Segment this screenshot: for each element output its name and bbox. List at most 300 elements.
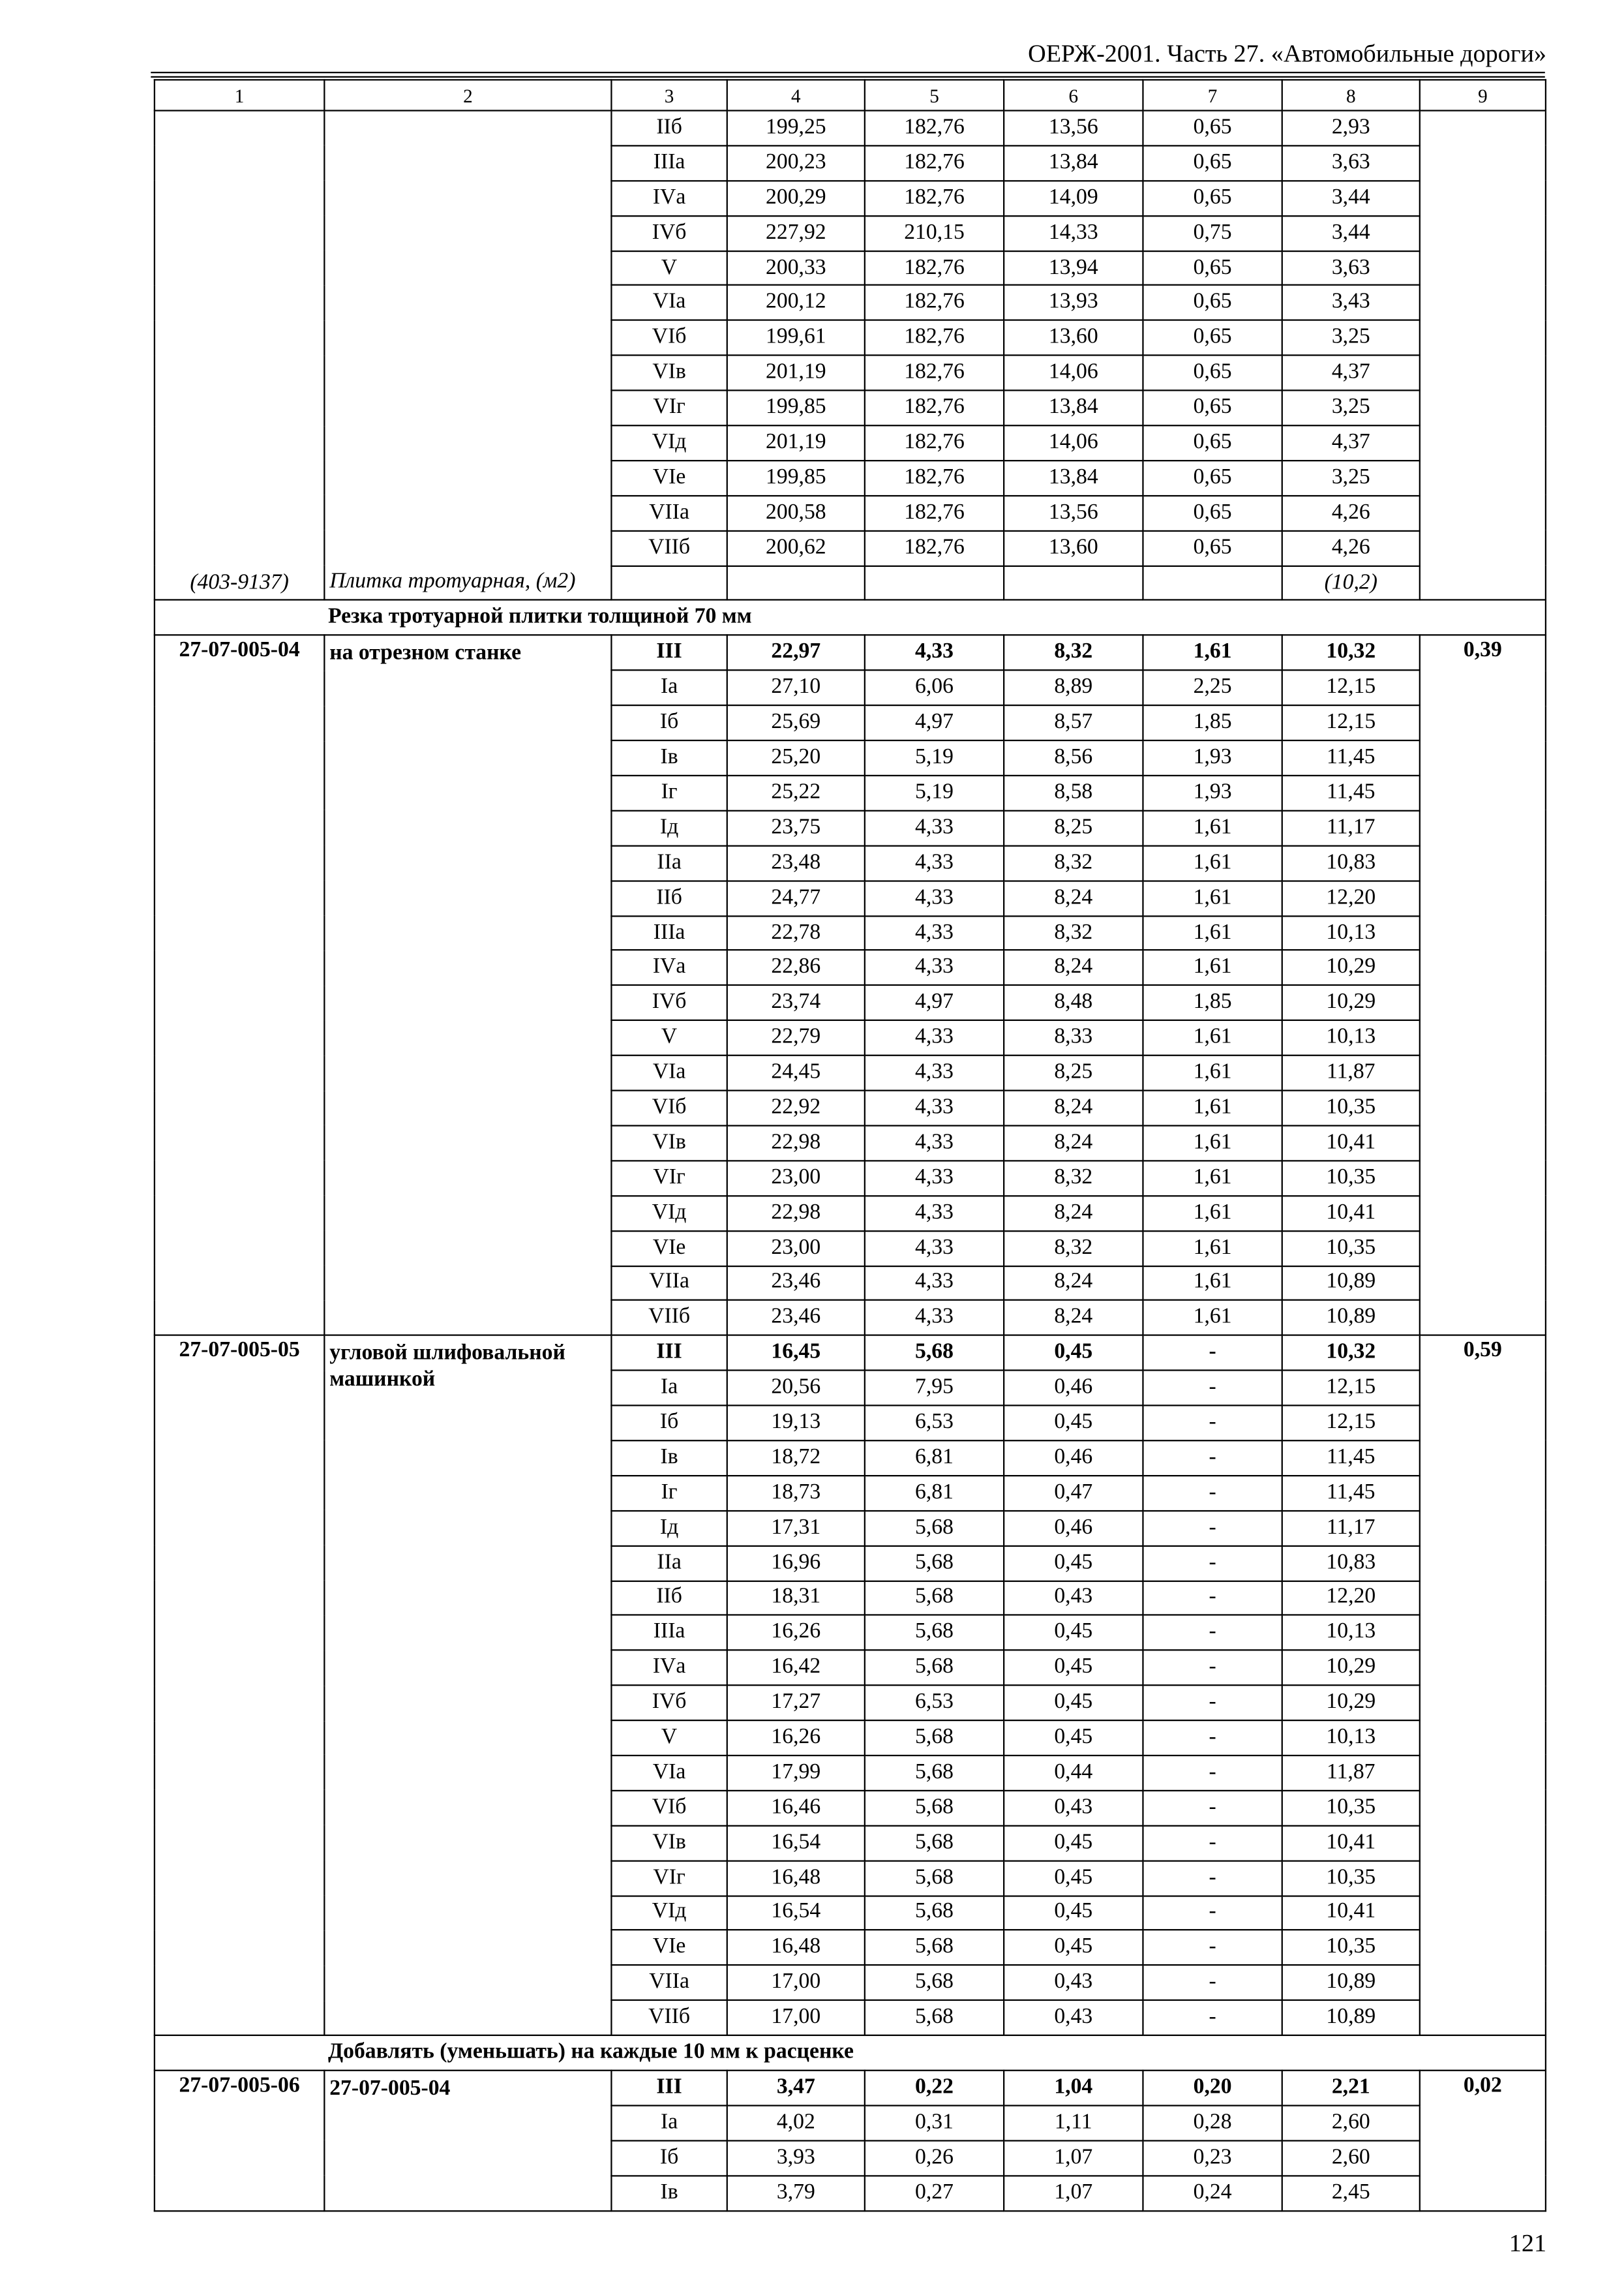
- value-cell: 8,25: [1004, 811, 1143, 846]
- value-cell: 16,45: [727, 1335, 865, 1371]
- value-cell: 8,57: [1004, 706, 1143, 741]
- zone-cell: VIе: [611, 1230, 727, 1266]
- zone-cell: IVа: [611, 950, 727, 986]
- value-cell: 10,35: [1282, 1861, 1420, 1896]
- zone-cell: Iв: [611, 2176, 727, 2211]
- column-number: 6: [1004, 80, 1143, 110]
- value-cell: -: [1143, 1791, 1282, 1826]
- value-cell: 16,26: [727, 1615, 865, 1650]
- value-cell: 12,15: [1282, 1406, 1420, 1441]
- value-cell: 4,33: [865, 950, 1004, 986]
- zone-cell: Iг: [611, 776, 727, 811]
- value-cell: 201,19: [727, 356, 865, 391]
- value-cell: 227,92: [727, 215, 865, 251]
- section-title-row: [155, 601, 1546, 636]
- value-cell: 10,13: [1282, 1720, 1420, 1755]
- value-cell: 5,68: [865, 1895, 1004, 1930]
- value-cell: -: [1143, 1335, 1282, 1371]
- value-cell: 10,35: [1282, 1230, 1420, 1266]
- value-cell: 4,33: [865, 916, 1004, 951]
- zone-cell: VIг: [611, 1861, 727, 1896]
- value-cell: 199,25: [727, 111, 865, 146]
- value-cell: 20,56: [727, 1371, 865, 1406]
- value-cell: 10,89: [1282, 1266, 1420, 1301]
- zone-cell: III: [611, 635, 727, 671]
- value-cell: 5,68: [865, 1510, 1004, 1545]
- value-cell: 13,84: [1004, 391, 1143, 426]
- labor-cost-cell: 0,02: [1420, 2071, 1546, 2211]
- value-cell: -: [1143, 1615, 1282, 1650]
- zone-cell: Iд: [611, 1510, 727, 1545]
- value-cell: 6,81: [865, 1440, 1004, 1476]
- value-cell: 2,93: [1282, 111, 1420, 146]
- value-cell: 0,45: [1004, 1720, 1143, 1755]
- empty-cell: [611, 566, 727, 601]
- value-cell: 0,65: [1143, 461, 1282, 496]
- zone-cell: III: [611, 2071, 727, 2106]
- value-cell: 4,26: [1282, 530, 1420, 566]
- value-cell: 3,25: [1282, 461, 1420, 496]
- zone-cell: IIб: [611, 111, 727, 146]
- value-cell: 17,99: [727, 1755, 865, 1791]
- value-cell: 0,26: [865, 2140, 1004, 2176]
- value-cell: 210,15: [865, 215, 1004, 251]
- value-cell: 10,41: [1282, 1825, 1420, 1861]
- value-cell: 5,68: [865, 1335, 1004, 1371]
- value-cell: 13,93: [1004, 286, 1143, 321]
- value-cell: 0,27: [865, 2176, 1004, 2211]
- value-cell: 0,47: [1004, 1476, 1143, 1511]
- value-cell: -: [1143, 1686, 1282, 1721]
- value-cell: 10,35: [1282, 1791, 1420, 1826]
- value-cell: 1,61: [1143, 881, 1282, 916]
- zone-cell: VIв: [611, 1125, 727, 1161]
- value-cell: 14,09: [1004, 181, 1143, 216]
- rate-code: 27-07-005-06: [155, 2071, 324, 2211]
- value-cell: 1,61: [1143, 1161, 1282, 1196]
- value-cell: 18,72: [727, 1440, 865, 1476]
- value-cell: 23,46: [727, 1266, 865, 1301]
- value-cell: 10,35: [1282, 1091, 1420, 1126]
- value-cell: 1,61: [1143, 1196, 1282, 1231]
- zone-cell: IVа: [611, 181, 727, 216]
- value-cell: 5,68: [865, 1791, 1004, 1826]
- zone-cell: V: [611, 1720, 727, 1755]
- value-cell: 22,86: [727, 950, 865, 986]
- value-cell: 1,61: [1143, 1056, 1282, 1091]
- zone-cell: III: [611, 1335, 727, 1371]
- header-rule: [151, 72, 1545, 73]
- value-cell: 3,44: [1282, 215, 1420, 251]
- value-cell: 23,74: [727, 986, 865, 1021]
- value-cell: 0,20: [1143, 2071, 1282, 2106]
- zone-cell: V: [611, 1020, 727, 1056]
- value-cell: 16,48: [727, 1930, 865, 1966]
- zone-cell: Iа: [611, 671, 727, 706]
- column-number: 2: [324, 80, 611, 110]
- section-title: Резка тротуарной плитки толщиной 70 мм: [155, 601, 1546, 636]
- value-cell: 3,93: [727, 2140, 865, 2176]
- value-cell: 3,43: [1282, 286, 1420, 321]
- value-cell: 0,24: [1143, 2176, 1282, 2211]
- value-cell: 4,33: [865, 1230, 1004, 1266]
- value-cell: 18,73: [727, 1476, 865, 1511]
- value-cell: 1,11: [1004, 2106, 1143, 2141]
- value-cell: 17,31: [727, 1510, 865, 1545]
- resource-code: (403-9137): [155, 111, 324, 601]
- table-row: [155, 111, 1546, 146]
- value-cell: 24,77: [727, 881, 865, 916]
- value-cell: 3,44: [1282, 181, 1420, 216]
- value-cell: 8,24: [1004, 1125, 1143, 1161]
- value-cell: 1,61: [1143, 950, 1282, 986]
- value-cell: -: [1143, 1966, 1282, 2001]
- value-cell: 5,68: [865, 1755, 1004, 1791]
- zone-cell: Iг: [611, 1476, 727, 1511]
- value-cell: 0,44: [1004, 1755, 1143, 1791]
- zone-cell: VIб: [611, 320, 727, 356]
- value-cell: 8,33: [1004, 1020, 1143, 1056]
- zone-cell: VIIб: [611, 1301, 727, 1336]
- value-cell: 6,81: [865, 1476, 1004, 1511]
- value-cell: 0,43: [1004, 1581, 1143, 1616]
- value-cell: 13,84: [1004, 461, 1143, 496]
- value-cell: 23,00: [727, 1161, 865, 1196]
- value-cell: 11,45: [1282, 1440, 1420, 1476]
- value-cell: 1,61: [1143, 811, 1282, 846]
- column-number: 4: [727, 80, 865, 110]
- section-title-row: [155, 2035, 1546, 2071]
- empty-cell: [1143, 566, 1282, 601]
- value-cell: 1,07: [1004, 2176, 1143, 2211]
- value-cell: 0,45: [1004, 1406, 1143, 1441]
- value-cell: 0,45: [1004, 1895, 1143, 1930]
- zone-cell: IVб: [611, 215, 727, 251]
- value-cell: 1,04: [1004, 2071, 1143, 2106]
- zone-cell: IIа: [611, 845, 727, 881]
- value-cell: 16,96: [727, 1545, 865, 1581]
- value-cell: 200,62: [727, 530, 865, 566]
- value-cell: 0,65: [1143, 530, 1282, 566]
- value-cell: 10,89: [1282, 1301, 1420, 1336]
- zone-cell: VIб: [611, 1091, 727, 1126]
- value-cell: 11,87: [1282, 1056, 1420, 1091]
- value-cell: 7,95: [865, 1371, 1004, 1406]
- value-cell: 13,60: [1004, 320, 1143, 356]
- value-cell: 5,68: [865, 1861, 1004, 1896]
- value-cell: 13,56: [1004, 111, 1143, 146]
- column-number: 5: [865, 80, 1004, 110]
- value-cell: -: [1143, 1861, 1282, 1896]
- table-row: [155, 1335, 1546, 1371]
- zone-cell: IVб: [611, 1686, 727, 1721]
- zone-cell: IIIа: [611, 916, 727, 951]
- value-cell: -: [1143, 1895, 1282, 1930]
- value-cell: 2,21: [1282, 2071, 1420, 2106]
- zone-cell: VIIа: [611, 1966, 727, 2001]
- price-table: [154, 79, 1546, 2211]
- value-cell: 199,85: [727, 391, 865, 426]
- zone-cell: VIд: [611, 1895, 727, 1930]
- value-cell: 3,47: [727, 2071, 865, 2106]
- value-cell: 0,45: [1004, 1615, 1143, 1650]
- value-cell: 3,79: [727, 2176, 865, 2211]
- value-cell: 14,06: [1004, 356, 1143, 391]
- value-cell: 182,76: [865, 145, 1004, 181]
- value-cell: 23,75: [727, 811, 865, 846]
- rate-description: 27-07-005-04: [324, 2071, 611, 2211]
- resource-description: Плитка тротуарная, (м2): [324, 111, 611, 601]
- value-cell: 16,46: [727, 1791, 865, 1826]
- zone-cell: Iа: [611, 1371, 727, 1406]
- value-cell: 8,32: [1004, 1161, 1143, 1196]
- value-cell: 24,45: [727, 1056, 865, 1091]
- value-cell: 4,33: [865, 1196, 1004, 1231]
- value-cell: -: [1143, 1545, 1282, 1581]
- rate-code: 27-07-005-04: [155, 635, 324, 1335]
- value-cell: 1,93: [1143, 740, 1282, 776]
- column-number: 9: [1420, 80, 1546, 110]
- value-cell: -: [1143, 2000, 1282, 2035]
- value-cell: 6,53: [865, 1686, 1004, 1721]
- zone-cell: IIб: [611, 881, 727, 916]
- value-cell: 182,76: [865, 461, 1004, 496]
- value-cell: 13,84: [1004, 145, 1143, 181]
- material-norm: (10,2): [1282, 566, 1420, 601]
- value-cell: 0,65: [1143, 145, 1282, 181]
- value-cell: 1,61: [1143, 845, 1282, 881]
- value-cell: 4,33: [865, 1125, 1004, 1161]
- value-cell: 1,61: [1143, 1301, 1282, 1336]
- value-cell: 25,69: [727, 706, 865, 741]
- value-cell: 10,35: [1282, 1161, 1420, 1196]
- zone-cell: Iб: [611, 2140, 727, 2176]
- value-cell: 12,15: [1282, 1371, 1420, 1406]
- value-cell: 8,24: [1004, 881, 1143, 916]
- section-title: Добавлять (уменьшать) на каждые 10 мм к расценке: [155, 2035, 1546, 2071]
- value-cell: 201,19: [727, 425, 865, 461]
- value-cell: 10,29: [1282, 1686, 1420, 1721]
- zone-cell: VIIб: [611, 2000, 727, 2035]
- value-cell: 16,54: [727, 1895, 865, 1930]
- value-cell: 11,87: [1282, 1755, 1420, 1791]
- value-cell: 4,33: [865, 1091, 1004, 1126]
- zone-cell: VIа: [611, 286, 727, 321]
- rate-description: угловой шлифовальной машинкой: [324, 1335, 611, 2035]
- value-cell: -: [1143, 1825, 1282, 1861]
- value-cell: 0,65: [1143, 286, 1282, 321]
- value-cell: 4,33: [865, 811, 1004, 846]
- value-cell: 4,33: [865, 1161, 1004, 1196]
- value-cell: 0,22: [865, 2071, 1004, 2106]
- zone-cell: IIIа: [611, 1615, 727, 1650]
- value-cell: 4,02: [727, 2106, 865, 2141]
- value-cell: 10,41: [1282, 1125, 1420, 1161]
- value-cell: 5,68: [865, 1581, 1004, 1616]
- value-cell: 10,29: [1282, 950, 1420, 986]
- value-cell: 200,29: [727, 181, 865, 216]
- value-cell: 200,33: [727, 251, 865, 286]
- value-cell: 10,41: [1282, 1895, 1420, 1930]
- value-cell: 4,37: [1282, 425, 1420, 461]
- value-cell: 5,68: [865, 1650, 1004, 1686]
- value-cell: 16,54: [727, 1825, 865, 1861]
- value-cell: 200,58: [727, 496, 865, 531]
- value-cell: 0,45: [1004, 1825, 1143, 1861]
- value-cell: 10,13: [1282, 916, 1420, 951]
- value-cell: 23,46: [727, 1301, 865, 1336]
- value-cell: 0,75: [1143, 215, 1282, 251]
- zone-cell: VIв: [611, 356, 727, 391]
- value-cell: 13,56: [1004, 496, 1143, 531]
- value-cell: 5,68: [865, 1825, 1004, 1861]
- value-cell: 1,61: [1143, 1125, 1282, 1161]
- value-cell: 4,33: [865, 845, 1004, 881]
- value-cell: 22,79: [727, 1020, 865, 1056]
- value-cell: 1,61: [1143, 1091, 1282, 1126]
- value-cell: 10,29: [1282, 1650, 1420, 1686]
- zone-cell: VIд: [611, 1196, 727, 1231]
- value-cell: 12,20: [1282, 881, 1420, 916]
- value-cell: 10,89: [1282, 1966, 1420, 2001]
- empty-cell: [727, 566, 865, 601]
- value-cell: 1,61: [1143, 916, 1282, 951]
- page-number: 121: [1509, 2229, 1547, 2258]
- value-cell: 17,00: [727, 1966, 865, 2001]
- value-cell: 182,76: [865, 286, 1004, 321]
- value-cell: 8,56: [1004, 740, 1143, 776]
- value-cell: 1,61: [1143, 1020, 1282, 1056]
- value-cell: 0,65: [1143, 181, 1282, 216]
- value-cell: 8,48: [1004, 986, 1143, 1021]
- value-cell: 4,33: [865, 1056, 1004, 1091]
- value-cell: -: [1143, 1581, 1282, 1616]
- zone-cell: VIIа: [611, 496, 727, 531]
- value-cell: 0,65: [1143, 391, 1282, 426]
- value-cell: 10,83: [1282, 845, 1420, 881]
- value-cell: 0,65: [1143, 320, 1282, 356]
- value-cell: 4,33: [865, 635, 1004, 671]
- value-cell: 200,23: [727, 145, 865, 181]
- header-rule-thin: [151, 76, 1545, 78]
- value-cell: 8,32: [1004, 916, 1143, 951]
- value-cell: 8,32: [1004, 635, 1143, 671]
- zone-cell: IVа: [611, 1650, 727, 1686]
- value-cell: 10,41: [1282, 1196, 1420, 1231]
- zone-cell: Iв: [611, 740, 727, 776]
- value-cell: 3,25: [1282, 391, 1420, 426]
- value-cell: -: [1143, 1930, 1282, 1966]
- value-cell: 4,33: [865, 881, 1004, 916]
- value-cell: 22,98: [727, 1125, 865, 1161]
- value-cell: 182,76: [865, 251, 1004, 286]
- value-cell: 5,68: [865, 1615, 1004, 1650]
- value-cell: 10,29: [1282, 986, 1420, 1021]
- value-cell: 12,15: [1282, 706, 1420, 741]
- value-cell: -: [1143, 1755, 1282, 1791]
- value-cell: 200,12: [727, 286, 865, 321]
- value-cell: 182,76: [865, 111, 1004, 146]
- value-cell: 0,65: [1143, 496, 1282, 531]
- zone-cell: VIе: [611, 1930, 727, 1966]
- zone-cell: Iв: [611, 1440, 727, 1476]
- value-cell: 8,24: [1004, 1091, 1143, 1126]
- value-cell: 8,58: [1004, 776, 1143, 811]
- empty-cell: [1004, 566, 1143, 601]
- value-cell: 0,45: [1004, 1650, 1143, 1686]
- zone-cell: Iд: [611, 811, 727, 846]
- zone-cell: IIб: [611, 1581, 727, 1616]
- value-cell: 182,76: [865, 181, 1004, 216]
- value-cell: 2,45: [1282, 2176, 1420, 2211]
- value-cell: 13,94: [1004, 251, 1143, 286]
- value-cell: 2,60: [1282, 2106, 1420, 2141]
- value-cell: -: [1143, 1406, 1282, 1441]
- value-cell: 4,26: [1282, 496, 1420, 531]
- value-cell: 11,45: [1282, 1476, 1420, 1511]
- value-cell: 0,45: [1004, 1335, 1143, 1371]
- zone-cell: VIг: [611, 391, 727, 426]
- value-cell: 0,31: [865, 2106, 1004, 2141]
- value-cell: 10,32: [1282, 1335, 1420, 1371]
- value-cell: 1,61: [1143, 1266, 1282, 1301]
- value-cell: 27,10: [727, 671, 865, 706]
- value-cell: 5,68: [865, 1545, 1004, 1581]
- value-cell: 5,68: [865, 1966, 1004, 2001]
- value-cell: 17,00: [727, 2000, 865, 2035]
- value-cell: 10,13: [1282, 1615, 1420, 1650]
- value-cell: 10,83: [1282, 1545, 1420, 1581]
- value-cell: 2,60: [1282, 2140, 1420, 2176]
- zone-cell: VIд: [611, 425, 727, 461]
- col9-cell: [1420, 111, 1546, 601]
- value-cell: 22,97: [727, 635, 865, 671]
- table-row: [155, 2071, 1546, 2106]
- value-cell: 8,32: [1004, 1230, 1143, 1266]
- value-cell: 182,76: [865, 391, 1004, 426]
- labor-cost-cell: 0,59: [1420, 1335, 1546, 2035]
- value-cell: 23,48: [727, 845, 865, 881]
- value-cell: 0,43: [1004, 2000, 1143, 2035]
- value-cell: 25,22: [727, 776, 865, 811]
- value-cell: 8,24: [1004, 1196, 1143, 1231]
- value-cell: 2,25: [1143, 671, 1282, 706]
- zone-cell: IVб: [611, 986, 727, 1021]
- value-cell: -: [1143, 1371, 1282, 1406]
- value-cell: 11,17: [1282, 1510, 1420, 1545]
- value-cell: 10,13: [1282, 1020, 1420, 1056]
- value-cell: 11,17: [1282, 811, 1420, 846]
- zone-cell: V: [611, 251, 727, 286]
- column-number: 8: [1282, 80, 1420, 110]
- value-cell: 13,60: [1004, 530, 1143, 566]
- value-cell: 5,19: [865, 740, 1004, 776]
- value-cell: 12,20: [1282, 1581, 1420, 1616]
- value-cell: 0,46: [1004, 1371, 1143, 1406]
- value-cell: 22,92: [727, 1091, 865, 1126]
- value-cell: 0,65: [1143, 425, 1282, 461]
- value-cell: 0,46: [1004, 1440, 1143, 1476]
- value-cell: 8,24: [1004, 950, 1143, 986]
- value-cell: 5,19: [865, 776, 1004, 811]
- value-cell: 11,45: [1282, 740, 1420, 776]
- zone-cell: VIа: [611, 1056, 727, 1091]
- value-cell: 0,65: [1143, 111, 1282, 146]
- table-row: [155, 635, 1546, 671]
- value-cell: 16,42: [727, 1650, 865, 1686]
- value-cell: 0,65: [1143, 356, 1282, 391]
- value-cell: 6,53: [865, 1406, 1004, 1441]
